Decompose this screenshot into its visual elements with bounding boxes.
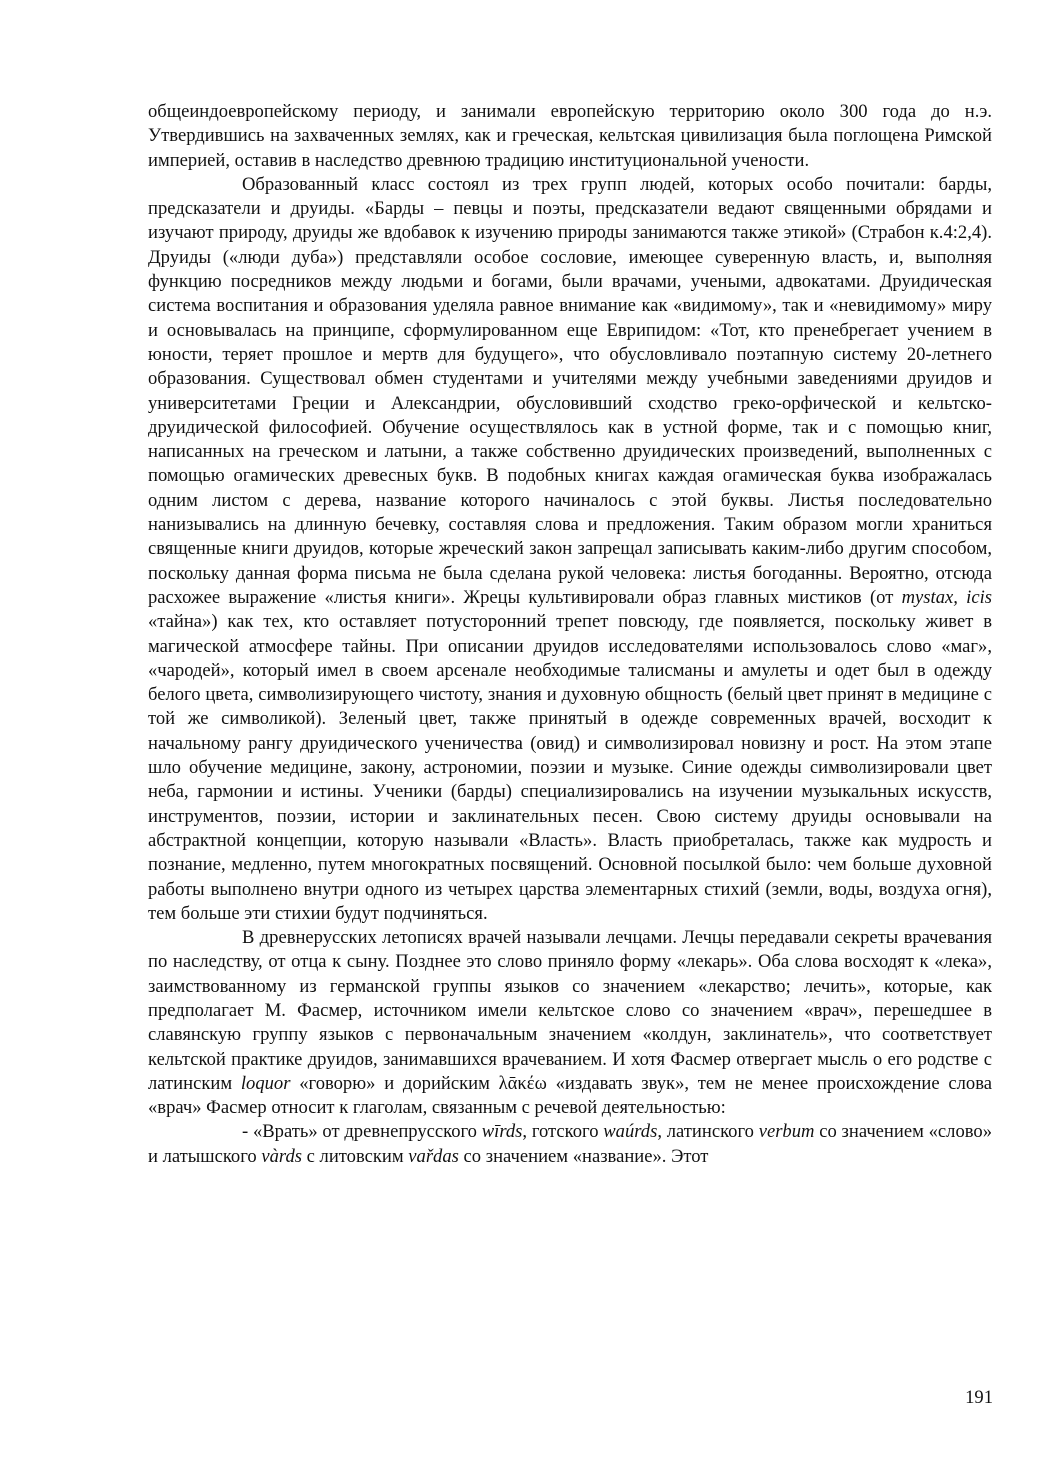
latin-term-loquor: loquor [240, 1072, 291, 1094]
paragraph-3-text-b: «говорю» и дорийским λᾱκέω «издавать звук», тем не менее происхождение слова «врач» Фасмер относит к глаголам, связанным с речевой деятельностью: [148, 1072, 992, 1119]
paragraph-4-text-c: , латинского [657, 1121, 759, 1143]
paragraph-2 [148, 173, 992, 926]
paragraph-2-text-b: «тайна») как тех, кто оставляет потусторонний трепет повсюду, где появляется, поскольку живет в магической атмосфере тайны. При описании друидов исследователями использовалось слово «маг», «чародей», который имел в своем арсенале необходимые талисманы и амулеты и одет был в одежду белого цвета, символизирующего чистоту, знания и духовную общность (белый цвет принят в медицине с той же символикой). Зеленый цвет, также принятый в одежде современных врачей, восходит к начальному рангу друидического ученичества (овид) и символизировал новизну и рост. На этом этапе шло обучение медицине, закону, астрономии, поэзии и музыке. Синие одежды символизировали цвет неба, гармонии и истины. Ученики (барды) специализировались на изучении музыкальных искусств, инструментов, поэзии, истории и заклинательных песен. Свою систему друиды основывали на абстрактной концепции, которую называли «Власть». Власть приобреталась, также как мудрость и познание, медленно, путем многократных посвящений. Основной посылкой было: чем больше духовной работы выполнено внутри одного из четырех царства элементарных стихий (земли, воды, воздуха огня), тем больше эти стихии будут подчиняться. [148, 611, 992, 924]
term-wirds: wīrds [481, 1121, 523, 1143]
paragraph-3-text-a: В древнерусских летописях врачей называли лечцами. Лечцы передавали секреты врачевания по наследству, от отца к сыну. Позднее это слово приняло форму «лекарь». Оба слова восходят к «лека», заимствованному из германской группы языков со значением «лекарство; лечить», которые, как предполагает М. Фасмер, источником имели кельтское слово со значением «врач», перешедшее в славянскую группу языков с первоначальным значением «колдун, заклинатель», что соответствует кельтской практике друидов, занимавшихся врачеванием. И хотя Фасмер отвергает мысль о его родстве с латинским [148, 927, 992, 1094]
term-vardas: vařdas [408, 1145, 459, 1167]
term-waurds: waúrds [603, 1121, 658, 1143]
paragraph-3 [148, 926, 992, 1120]
term-verbum: verbum [758, 1121, 815, 1143]
term-vards: vàrds [261, 1145, 302, 1167]
paragraph-4 [148, 1120, 992, 1169]
page-body [148, 100, 992, 1169]
paragraph-4-text-d: со значением «слово» и латышского [148, 1121, 992, 1167]
latin-term-mystax: mystax, icis [901, 586, 993, 608]
paragraph-2-text-a: Образованный класс состоял из трех групп людей, которых особо почитали: барды, предсказатели и друиды. «Барды – певцы и поэты, предсказатели ведают священными обрядами и изучают природу, друиды же вдобавок к изучению природы занимаются также этикой» (Страбон к.4:2,4). Друиды («люди дуба») представляли особое сословие, имеющее суверенную власть, и, выполняя функцию посредников между людьми и богами, были врачами, учеными, адвокатами. Друидическая система воспитания и образования уделяла равное внимание как «видимому», так и «невидимому» миру и основывалась на принципе, сформулированном еще Еврипидом: «Тот, кто пренебрегает учением в юности, теряет прошлое и мертв для будущего», что обусловливало поэтапную систему 20-летнего образования. Существовал обмен студентами и учителями между учебными заведениями друидов и университетами Греции и Александрии, обусловивший сходство греко-орфической и кельтско-друидической философией. Обучение осуществлялось как в устной форме, так и с помощью книг, написанных на греческом и латыни, а также собственно друидических произведений, выполненных с помощью огамических древесных букв. В подобных книгах каждая огамическая буква изображалась одним листом с дерева, название которого начиналось с этой буквы. Листья последовательно нанизывались на длинную бечевку, составляя слова и предложения. Таким образом могли храниться священные книги друидов, которые жреческий закон запрещал записывать каким-либо другим способом, поскольку данная форма письма не была сделана рукой человека: листья богоданны. Вероятно, отсюда расхожее выражение «листья книги». Жрецы культивировали образ главных мистиков (от [148, 173, 992, 608]
paragraph-1-text: общеиндоевропейскому периоду, и занимали европейскую территорию около 300 года до н.э. Утвердившись на захваченных землях, как и греческая, кельтская цивилизация была поглощена Римской империей, оставив в наследство древнюю традицию институциональной учености. [148, 101, 992, 171]
page-number: 191 [965, 1387, 993, 1408]
paragraph-4-text-f: со значением «название». Этот [458, 1145, 709, 1167]
paragraph-4-text-b: , готского [522, 1121, 604, 1143]
paragraph-4-text-e: с литовским [301, 1145, 409, 1167]
paragraph-1 [148, 100, 992, 173]
paragraph-4-text-a: - «Врать» от древнепрусского [242, 1121, 482, 1143]
